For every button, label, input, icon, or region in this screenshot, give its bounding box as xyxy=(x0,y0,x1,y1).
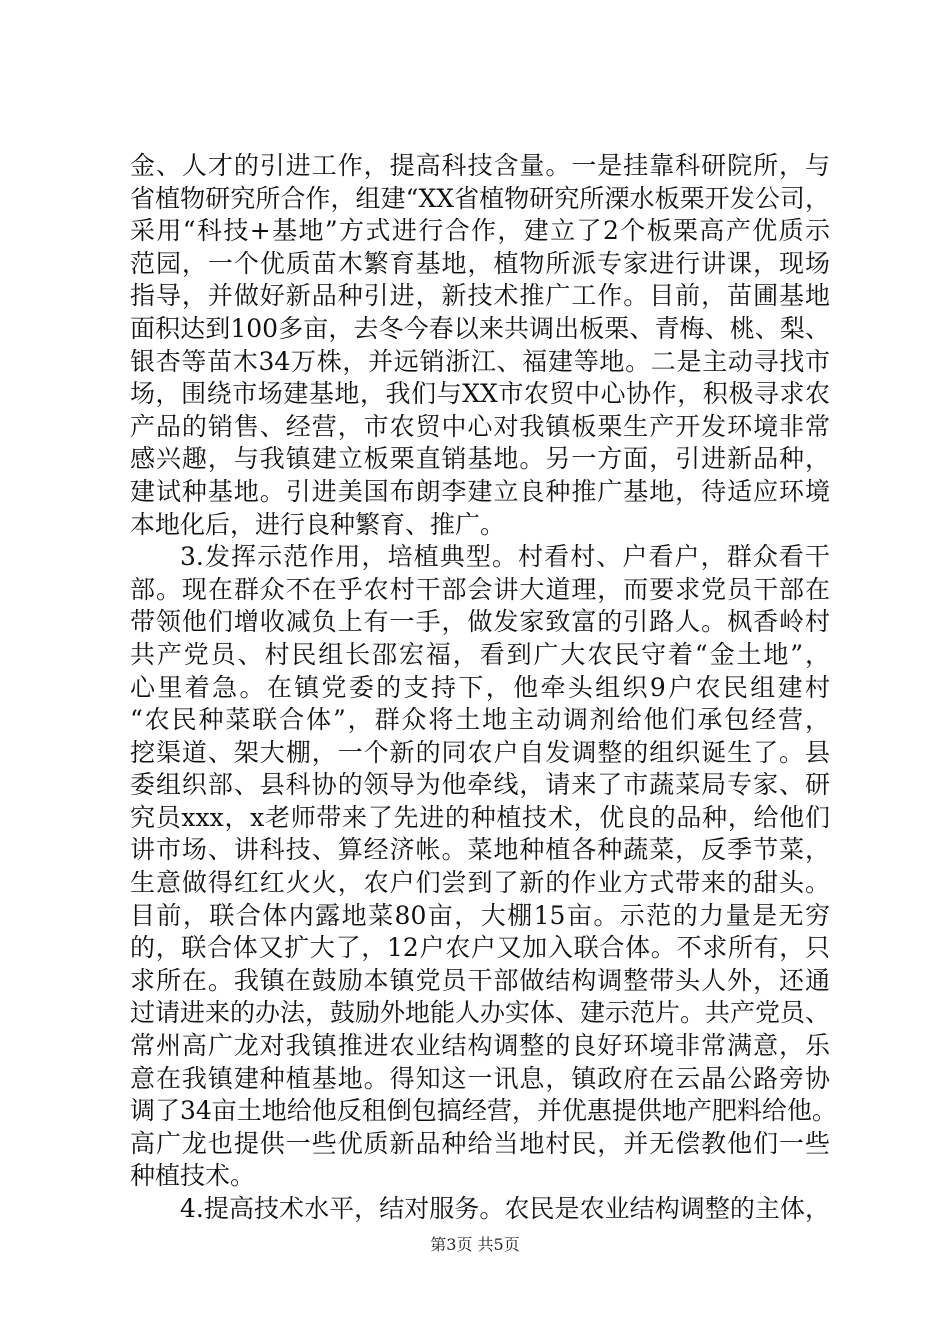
text-line: 究员xxx，x老师带来了先进的种植技术，优良的品种，给他们 xyxy=(130,802,830,832)
text-line: 面积达到100多亩，去冬今春以来共调出板栗、青梅、桃、梨、 xyxy=(130,313,830,343)
text-line: 感兴趣，与我镇建立板栗直销基地。另一方面，引进新品种， xyxy=(130,444,830,474)
document-body xyxy=(130,150,837,1226)
paragraph-start-line: 3.发挥示范作用，培植典型。村看村、户看户，群众看干 xyxy=(180,542,830,572)
text-line: 采用“科技+基地”方式进行合作，建立了2个板栗高产优质示 xyxy=(130,216,830,246)
text-line: 讲市场、讲科技、算经济帐。菜地种植各种蔬菜，反季节菜， xyxy=(130,835,830,865)
text-line: 高广龙也提供一些优质新品种给当地村民，并无偿教他们一些 xyxy=(130,1128,830,1158)
text-line: 种植技术。 xyxy=(130,1161,256,1191)
text-line: 产品的销售、经营，市农贸中心对我镇板栗生产开发环境非常 xyxy=(130,411,830,441)
text-line: 指导，并做好新品种引进，新技术推广工作。目前，苗圃基地 xyxy=(130,281,830,311)
page-footer: 第3页 共5页 xyxy=(430,1235,520,1254)
text-line: 求所在。我镇在鼓励本镇党员干部做结构调整带头人外，还通 xyxy=(130,965,830,995)
text-line: 部。现在群众不在乎农村干部会讲大道理，而要求党员干部在 xyxy=(130,574,830,604)
text-line: 目前，联合体内露地菜80亩，大棚15亩。示范的力量是无穷 xyxy=(130,900,830,930)
text-line: 过请进来的办法，鼓励外地能人办实体、建示范片。共产党员、 xyxy=(130,998,831,1028)
text-line: 心里着急。在镇党委的支持下，他牵头组织9户农民组建村 xyxy=(130,672,830,702)
text-line: 范园，一个优质苗木繁育基地，植物所派专家进行讲课，现场 xyxy=(130,248,830,278)
text-line: 银杏等苗木34万株，并远销浙江、福建等地。二是主动寻找市 xyxy=(130,346,830,376)
text-line: 挖渠道、架大棚，一个新的同农户自发调整的组织诞生了。县 xyxy=(130,737,830,767)
text-line: 本地化后，进行良种繁育、推广。 xyxy=(130,509,506,539)
text-line: 的，联合体又扩大了，12户农户又加入联合体。不求所有，只 xyxy=(130,933,830,963)
text-line: 场，围绕市场建基地，我们与XX市农贸中心协作，积极寻求农 xyxy=(130,379,830,409)
text-line: 金、人才的引进工作，提高科技含量。一是挂靠科研院所，与 xyxy=(130,151,830,180)
text-line: “农民种菜联合体”，群众将土地主动调剂给他们承包经营， xyxy=(130,705,830,735)
text-line: 常州高广龙对我镇推进农业结构调整的良好环境非常满意，乐 xyxy=(130,1031,830,1061)
text-line: 省植物研究所合作，组建“XX省植物研究所溧水板栗开发公司， xyxy=(130,183,830,213)
text-line: 共产党员、村民组长邵宏福，看到广大农民守着“金土地”， xyxy=(130,639,830,669)
paragraph-start-line: 4.提高技术水平，结对服务。农民是农业结构调整的主体， xyxy=(180,1194,830,1223)
text-line: 生意做得红红火火，农户们尝到了新的作业方式带来的甜头。 xyxy=(130,868,830,898)
text-line: 建试种基地。引进美国布朗李建立良种推广基地，待适应环境 xyxy=(130,476,830,506)
text-line: 意在我镇建种植基地。得知这一讯息，镇政府在云晶公路旁协 xyxy=(130,1063,830,1093)
text-line: 委组织部、县科协的领导为他牵线，请来了市蔬菜局专家、研 xyxy=(130,770,830,800)
text-line: 带领他们增收减负上有一手，做发家致富的引路人。枫香岭村 xyxy=(130,607,830,637)
text-line: 调了34亩土地给他反租倒包搞经营，并优惠提供地产肥料给他。 xyxy=(130,1096,837,1126)
